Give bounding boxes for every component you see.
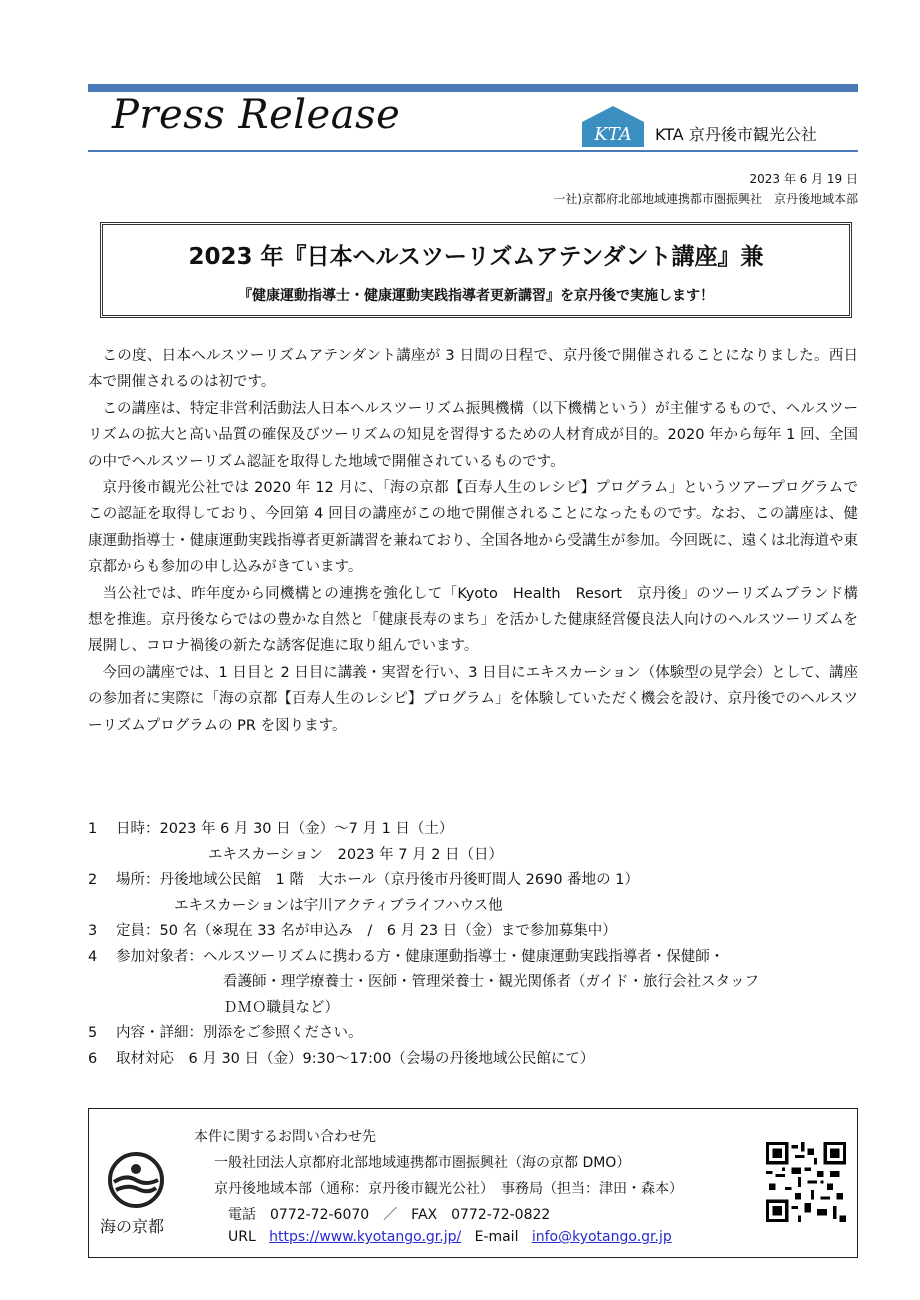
contact-heading: 本件に関するお問い合わせ先	[194, 1129, 376, 1145]
umi-no-kyoto-text: 海の京都	[100, 1217, 165, 1236]
item-number: 5	[88, 1025, 98, 1041]
header-rule	[88, 150, 858, 152]
press-release-title: Press Release	[112, 92, 401, 138]
list-item	[88, 817, 858, 843]
headline: 2023 年『日本ヘルスツーリズムアテンダント講座』兼	[188, 244, 764, 270]
email-label: E-mail	[474, 1229, 519, 1245]
url-label: URL	[228, 1229, 256, 1245]
contact-org: 一般社団法人京都府北部地域連携都市圏振興社（海の京都 DMO）	[214, 1155, 631, 1171]
contact-phone: 電話 0772-72-6070 ／ FAX 0772-72-0822	[228, 1207, 551, 1223]
item-excursion-date: エキスカーション 2023 年 7 月 2 日（日）	[208, 846, 504, 863]
item-target-cont: 看護師・理学療養士・医師・管理栄養士・観光関係者（ガイド・旅行会社スタッフ	[223, 974, 760, 990]
qr-code[interactable]	[766, 1142, 846, 1222]
list-item	[88, 996, 858, 1022]
paragraph-4: 当公社では、昨年度から同機構との連携を強化して「Kyoto Health Resort 京丹後」のツーリズムブランド構想を推進。京丹後ならではの豊かな自然と「健康長寿のまち」を活かした健康経営優良法人向けのヘルスツーリズムを展開し、コロナ禍後の新たな誘客促進に取り組んでいます。	[88, 585, 858, 655]
website-link[interactable]: https://www.kyotango.gr.jp/	[269, 1229, 462, 1245]
kta-logo	[580, 104, 646, 148]
item-press: 取材対応 6 月 30 日（金）9:30～17:00（会場の丹後地域公民館にて）	[116, 1050, 595, 1067]
list-item	[88, 919, 858, 945]
item-number: 6	[88, 1050, 98, 1067]
list-item	[88, 945, 858, 971]
list-item	[88, 868, 858, 894]
list-item	[88, 894, 858, 920]
paragraph-5: 今回の講座では、1 日目と 2 日目に講義・実習を行い、3 日目にエキスカーション（体験型の見学会）として、講座の参加者に実際に「海の京都【百寿人生のレシピ】プログラム」を体験していただく機会を設け、京丹後でのヘルスツーリズムプログラムの PR を図ります。	[88, 664, 858, 734]
item-capacity: 定員：50 名（※現在 33 名が申込み / 6 月 23 日（金）まで参加募集中）	[116, 923, 617, 939]
list-item	[88, 1021, 858, 1047]
paragraph-3: 京丹後市観光公社では 2020 年 12 月に、「海の京都【百寿人生のレシピ】プログラム」というツアープログラムでこの認証を取得しており、今回第 4 回目の講座がこの地で開催されることになったものです。なお、この講座は、健康運動指導士・健康運動実践指導者更新講習を兼ねており、全国各地から受講生が参加。今回既に、遠くは北海道や東京都からも参加の申し込みがきています。	[88, 480, 858, 576]
header-top-bar	[88, 84, 858, 92]
item-target-cont: ＤＭＯ職員など）	[223, 999, 339, 1016]
paragraph-1: この度、日本ヘルスツーリズムアテンダント講座が 3 日間の日程で、京丹後で開催されることになりました。西日本で開催されるのは初です。	[88, 348, 858, 391]
subheadline: 『健康運動指導士・健康運動実践指導者更新講習』を京丹後で実施します！	[238, 288, 714, 304]
item-number: 2	[88, 872, 98, 888]
item-excursion-venue: エキスカーションは宇川アクティブライフハウス他	[174, 897, 503, 914]
list-item	[88, 1047, 858, 1073]
kta-logo-letters: KTA	[594, 124, 632, 145]
item-number: 4	[88, 948, 98, 965]
umi-no-kyoto-logo	[106, 1150, 166, 1210]
release-date: 2023 年 6 月 19 日	[749, 172, 858, 186]
item-date: 日時：2023 年 6 月 30 日（金）～7 月 1 日（土）	[116, 821, 454, 837]
body-text	[88, 343, 858, 739]
item-number: 3	[88, 923, 98, 939]
contact-links	[228, 1229, 672, 1245]
item-target: 参加対象者：ヘルスツーリズムに携わる方・健康運動指導士・健康運動実践指導者・保健師・	[116, 948, 725, 965]
item-venue: 場所：丹後地域公民館 1 階 大ホール（京丹後市丹後町間人 2690 番地の 1）	[116, 872, 639, 888]
list-item	[88, 843, 858, 869]
paragraph-2: この講座は、特定非営利活動法人日本ヘルスツーリズム振興機構（以下機構という）が主催するもので、ヘルスツーリズムの拡大と高い品質の確保及びツーリズムの知見を習得するための人材育成が目的。2020 年から毎年 1 回、全国の中でヘルスツーリズム認証を取得した地域で開催されているものです。	[88, 400, 858, 470]
event-details-list	[88, 817, 858, 1072]
list-item	[88, 970, 858, 996]
email-link[interactable]: info@kyotango.gr.jp	[531, 1229, 672, 1245]
item-number: 1	[88, 821, 98, 837]
sender-name: 一社)京都府北部地域連携都市圏振興社 京丹後地域本部	[553, 192, 858, 206]
contact-office: 京丹後地域本部（通称：京丹後市観光公社） 事務局（担当：津田・森本）	[214, 1181, 683, 1197]
item-content: 内容・詳細：別添をご参照ください。	[116, 1025, 363, 1041]
organization-name: KTA 京丹後市観光公社	[655, 125, 817, 144]
